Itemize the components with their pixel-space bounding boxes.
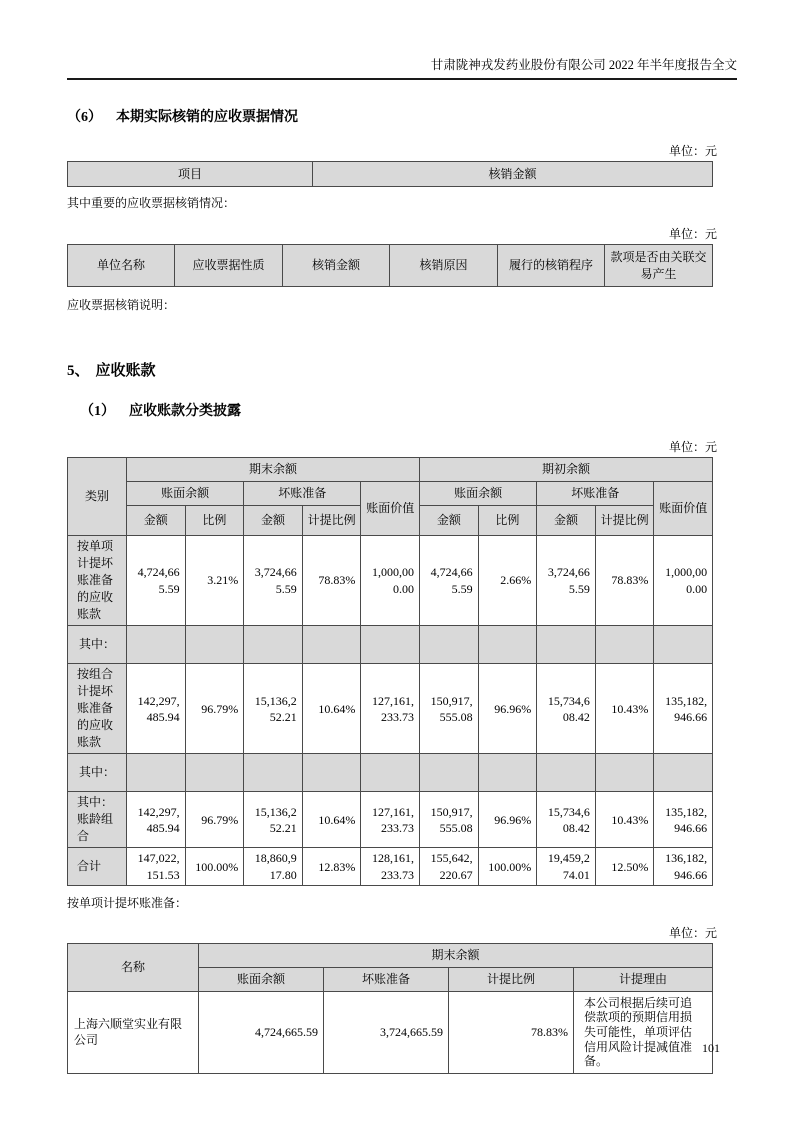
- table-row: [68, 626, 713, 664]
- cell-provision-ratio: 78.83%: [449, 991, 574, 1073]
- col-note-nature: 应收票据性质: [175, 245, 283, 287]
- cell-value: 15,734,608.42: [537, 664, 596, 754]
- table-row: [68, 754, 713, 792]
- cell-value: 135,182,946.66: [654, 792, 713, 848]
- page-number: 101: [702, 1041, 720, 1055]
- cell-value: 147,022,151.53: [127, 848, 186, 885]
- col-writeoff-procedure: 履行的核销程序: [498, 245, 605, 287]
- heading-text: 应收账款分类披露: [129, 404, 241, 419]
- cell-value: 155,642,220.67: [420, 848, 479, 885]
- group-book-balance: 账面余额: [127, 482, 244, 506]
- cell-value: [361, 626, 420, 664]
- row-label: 其中：: [68, 626, 127, 664]
- cell-value: 142,297,485.94: [127, 792, 186, 848]
- cell-value: 12.83%: [302, 848, 361, 885]
- col-writeoff-reason: 核销原因: [390, 245, 498, 287]
- cell-value: 96.79%: [185, 792, 244, 848]
- heading-number: （1）: [80, 404, 115, 419]
- writeoff-explain-note: 应收票据核销说明：: [67, 298, 176, 312]
- table-row: [68, 991, 713, 1073]
- row-label: 按组合计提坏账准备的应收账款: [68, 664, 127, 754]
- unit-label: 单位：元: [668, 440, 717, 454]
- cell-value: 15,136,252.21: [244, 664, 303, 754]
- group-ending-balance: 期末余额: [127, 458, 420, 482]
- cell-value: [595, 754, 654, 792]
- col-book-balance: 账面余额: [199, 967, 324, 991]
- heading-ar-classification: [67, 400, 793, 420]
- table-row: [68, 792, 713, 848]
- cell-value: 150,917,555.08: [420, 664, 479, 754]
- cell-value: 2.66%: [478, 536, 537, 626]
- cell-value: 100.00%: [478, 848, 537, 885]
- heading-accounts-receivable: [67, 359, 793, 380]
- unit-label: 单位：元: [668, 925, 717, 940]
- cell-value: 1,000,000.00: [361, 536, 420, 626]
- cell-value: [537, 754, 596, 792]
- row-label: 其中：: [68, 754, 127, 792]
- cell-value: [420, 626, 479, 664]
- cell-value: 136,182,946.66: [654, 848, 713, 885]
- table-row: [68, 664, 713, 754]
- col-carrying-value: 账面价值: [361, 482, 420, 536]
- cell-value: 10.43%: [595, 664, 654, 754]
- cell-value: 135,182,946.66: [654, 664, 713, 754]
- cell-value: [302, 626, 361, 664]
- col-ratio: 比例: [478, 506, 537, 536]
- cell-value: 96.96%: [478, 792, 537, 848]
- col-provision-ratio: 计提比例: [595, 506, 654, 536]
- col-unit-name: 单位名称: [68, 245, 175, 287]
- cell-value: [654, 754, 713, 792]
- col-category: 类别: [68, 458, 127, 536]
- col-amount: 金额: [244, 506, 303, 536]
- cell-value: 3,724,665.59: [244, 536, 303, 626]
- cell-value: 10.64%: [302, 792, 361, 848]
- cell-value: 10.64%: [302, 664, 361, 754]
- heading-number: （6）: [67, 110, 102, 125]
- col-provision-reason: 计提理由: [574, 967, 713, 991]
- cell-value: [420, 754, 479, 792]
- unit-label: 单位：元: [668, 227, 717, 241]
- heading-text: 本期实际核销的应收票据情况: [116, 110, 298, 125]
- cell-debtor-name: 上海六顺堂实业有限公司: [68, 991, 199, 1073]
- single-item-provision-table: [67, 943, 713, 1074]
- cell-value: [654, 626, 713, 664]
- cell-value: 128,161,233.73: [361, 848, 420, 885]
- cell-value: 3.21%: [185, 536, 244, 626]
- row-label: 合计: [68, 848, 127, 885]
- cell-bad-debt: 3,724,665.59: [324, 991, 449, 1073]
- row-label: 按单项计提坏账准备的应收账款: [68, 536, 127, 626]
- cell-value: [478, 626, 537, 664]
- col-writeoff-amount: 核销金额: [313, 162, 713, 187]
- cell-value: 100.00%: [185, 848, 244, 885]
- cell-value: 15,734,608.42: [537, 792, 596, 848]
- cell-value: [537, 626, 596, 664]
- cell-value: 78.83%: [595, 536, 654, 626]
- cell-value: [127, 626, 186, 664]
- heading-number: 5、: [67, 363, 90, 379]
- col-related-party: 款项是否由关联交易产生: [605, 245, 713, 287]
- cell-value: 4,724,665.59: [127, 536, 186, 626]
- col-amount: 金额: [537, 506, 596, 536]
- unit-label: 单位：元: [668, 144, 717, 158]
- heading-text: 应收账款: [95, 363, 156, 379]
- heading-writeoff-notes: [67, 106, 793, 126]
- important-writeoff-table: [67, 244, 713, 287]
- group-beginning-balance: 期初余额: [420, 458, 713, 482]
- cell-provision-reason: 本公司根据后续可追偿款项的预期信用损失可能性，单项评估信用风险计提减值准备。: [574, 991, 713, 1073]
- group-bad-debt: 坏账准备: [537, 482, 654, 506]
- cell-value: [185, 626, 244, 664]
- cell-value: 127,161,233.73: [361, 792, 420, 848]
- writeoff-summary-table: [67, 161, 713, 187]
- cell-value: 1,000,000.00: [654, 536, 713, 626]
- col-amount: 金额: [127, 506, 186, 536]
- table-row-total: [68, 848, 713, 885]
- col-carrying-value: 账面价值: [654, 482, 713, 536]
- cell-value: 10.43%: [595, 792, 654, 848]
- col-provision-ratio: 计提比例: [449, 967, 574, 991]
- cell-value: [478, 754, 537, 792]
- table-row: [68, 536, 713, 626]
- cell-value: [302, 754, 361, 792]
- cell-value: 15,136,252.21: [244, 792, 303, 848]
- cell-value: 12.50%: [595, 848, 654, 885]
- col-ratio: 比例: [185, 506, 244, 536]
- cell-value: 127,161,233.73: [361, 664, 420, 754]
- cell-value: 3,724,665.59: [537, 536, 596, 626]
- important-writeoff-note: 其中重要的应收票据核销情况：: [67, 196, 236, 210]
- cell-book-balance: 4,724,665.59: [199, 991, 324, 1073]
- cell-value: 78.83%: [302, 536, 361, 626]
- cell-value: 150,917,555.08: [420, 792, 479, 848]
- group-ending-balance: 期末余额: [199, 943, 713, 967]
- col-name: 名称: [68, 943, 199, 991]
- col-amount: 金额: [420, 506, 479, 536]
- group-book-balance: 账面余额: [420, 482, 537, 506]
- cell-value: [595, 626, 654, 664]
- single-item-provision-note: 按单项计提坏账准备：: [67, 895, 188, 910]
- ar-classification-table: [67, 457, 713, 886]
- cell-value: 4,724,665.59: [420, 536, 479, 626]
- cell-value: [185, 754, 244, 792]
- col-bad-debt: 坏账准备: [324, 967, 449, 991]
- cell-value: 96.96%: [478, 664, 537, 754]
- cell-value: [244, 626, 303, 664]
- col-provision-ratio: 计提比例: [302, 506, 361, 536]
- cell-value: [127, 754, 186, 792]
- page-header-title: 甘肃陇神戎发药业股份有限公司 2022 年半年度报告全文: [67, 55, 737, 80]
- cell-value: 142,297,485.94: [127, 664, 186, 754]
- cell-value: 96.79%: [185, 664, 244, 754]
- row-label: 其中：账龄组合: [68, 792, 127, 848]
- cell-value: [244, 754, 303, 792]
- cell-value: 19,459,274.01: [537, 848, 596, 885]
- group-bad-debt: 坏账准备: [244, 482, 361, 506]
- cell-value: 18,860,917.80: [244, 848, 303, 885]
- col-writeoff-amount: 核销金额: [283, 245, 390, 287]
- cell-value: [361, 754, 420, 792]
- col-item: 项目: [68, 162, 313, 187]
